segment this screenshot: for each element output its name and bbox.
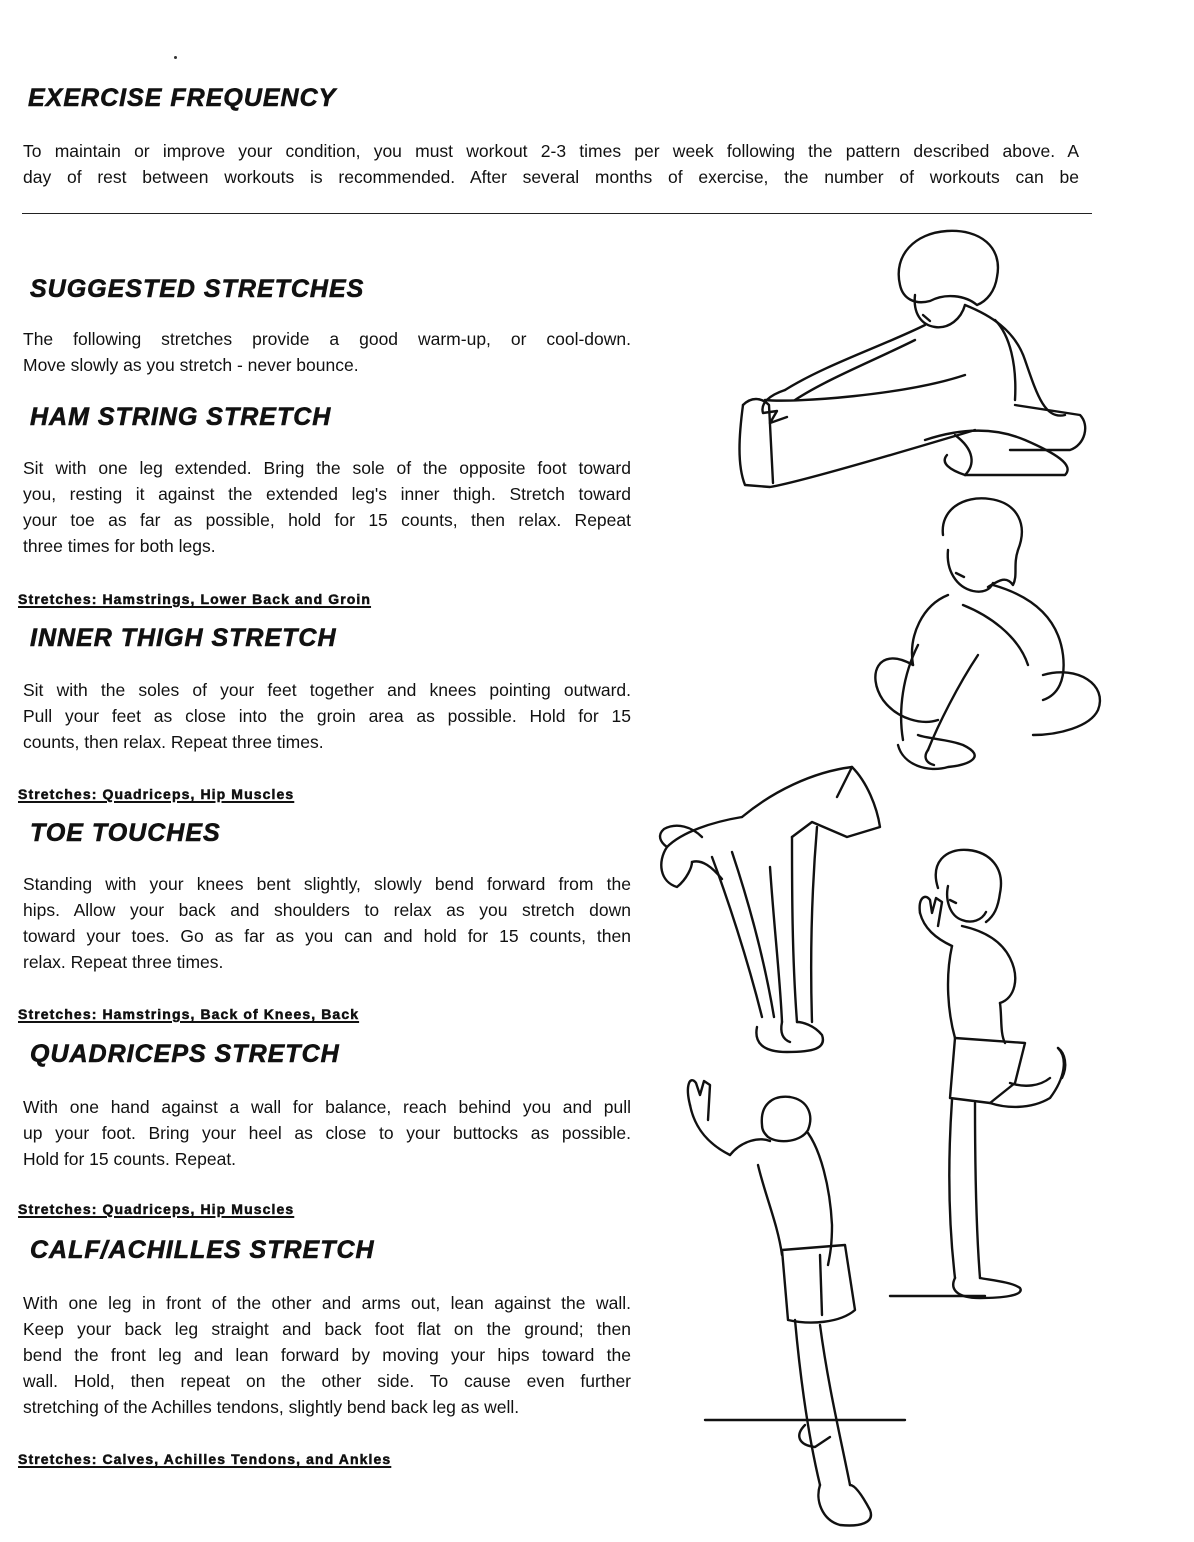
paragraph-line: day of rest between workouts is recommended. After several months of exercise, the number of workouts can be xyxy=(23,167,1079,187)
wall-calf-stretch-figure xyxy=(670,1075,910,1535)
quadriceps-stretch-heading: QUADRICEPS STRETCH xyxy=(30,1040,340,1068)
inner-thigh-stretches-note: Stretches: Quadriceps, Hip Muscles xyxy=(18,786,295,802)
paragraph-line: counts, then relax. Repeat three times. xyxy=(23,732,324,752)
horizontal-divider xyxy=(22,213,1092,214)
calf-achilles-stretch-heading: CALF/ACHILLES STRETCH xyxy=(30,1236,375,1264)
paragraph-line: Hold for 15 counts. Repeat. xyxy=(23,1149,237,1169)
standing-quad-stretch-figure xyxy=(890,838,1090,1313)
paragraph-line: With one hand against a wall for balance, reach behind you and pull xyxy=(23,1097,631,1117)
toe-touch-figure xyxy=(652,767,887,1062)
suggested-stretches-heading: SUGGESTED STRETCHES xyxy=(30,275,365,303)
hamstring-stretch-paragraph xyxy=(23,455,631,559)
exercise-frequency-heading: EXERCISE FREQUENCY xyxy=(28,84,337,112)
stray-dot xyxy=(174,56,177,59)
hamstring-stretch-heading: HAM STRING STRETCH xyxy=(30,403,332,431)
paragraph-line: stretching of the Achilles tendons, slightly bend back leg as well. xyxy=(23,1397,520,1417)
butterfly-stretch-figure xyxy=(868,495,1108,780)
paragraph-line: three times for both legs. xyxy=(23,536,216,556)
suggested-stretches-paragraph xyxy=(23,326,631,378)
paragraph-line: Sit with the soles of your feet together and knees pointing outward. xyxy=(23,680,631,700)
toe-touches-heading: TOE TOUCHES xyxy=(30,819,221,847)
hamstring-stretches-note: Stretches: Hamstrings, Lower Back and Groin xyxy=(18,591,372,607)
inner-thigh-stretch-paragraph xyxy=(23,677,631,755)
paragraph-line: toward your toes. Go as far as you can and hold for 15 counts, then xyxy=(23,926,631,946)
paragraph-line: With one leg in front of the other and arms out, lean against the wall. xyxy=(23,1293,631,1313)
paragraph-line: Sit with one leg extended. Bring the sole of the opposite foot toward xyxy=(23,458,631,478)
exercise-frequency-paragraph xyxy=(23,138,1079,190)
paragraph-line: bend the front leg and lean forward by moving your hips toward the xyxy=(23,1345,631,1365)
quadriceps-stretch-paragraph xyxy=(23,1094,631,1172)
paragraph-line: hips. Allow your back and shoulders to relax as you stretch down xyxy=(23,900,631,920)
paragraph-line: To maintain or improve your condition, you must workout 2-3 times per week following the pattern described above. A xyxy=(23,141,1079,161)
calf-achilles-stretches-note: Stretches: Calves, Achilles Tendons, and Ankles xyxy=(18,1451,392,1467)
paragraph-line: Keep your back leg straight and back foot flat on the ground; then xyxy=(23,1319,631,1339)
paragraph-line: Move slowly as you stretch - never bounce. xyxy=(23,355,359,375)
paragraph-line: Standing with your knees bent slightly, slowly bend forward from the xyxy=(23,874,631,894)
seated-hamstring-stretch-figure xyxy=(725,225,1095,500)
quadriceps-stretches-note: Stretches: Quadriceps, Hip Muscles xyxy=(18,1201,295,1217)
paragraph-line: wall. Hold, then repeat on the other side. To cause even further xyxy=(23,1371,631,1391)
paragraph-line: you, resting it against the extended leg's inner thigh. Stretch toward xyxy=(23,484,631,504)
calf-achilles-stretch-paragraph xyxy=(23,1290,631,1420)
paragraph-line: Pull your feet as close into the groin area as possible. Hold for 15 xyxy=(23,706,631,726)
toe-touches-stretches-note: Stretches: Hamstrings, Back of Knees, Back xyxy=(18,1006,360,1022)
paragraph-line: relax. Repeat three times. xyxy=(23,952,224,972)
paragraph-line: up your foot. Bring your heel as close to your buttocks as possible. xyxy=(23,1123,631,1143)
paragraph-line: your toe as far as possible, hold for 15 counts, then relax. Repeat xyxy=(23,510,631,530)
toe-touches-paragraph xyxy=(23,871,631,975)
inner-thigh-stretch-heading: INNER THIGH STRETCH xyxy=(30,624,337,652)
paragraph-line: The following stretches provide a good warm-up, or cool-down. xyxy=(23,329,631,349)
